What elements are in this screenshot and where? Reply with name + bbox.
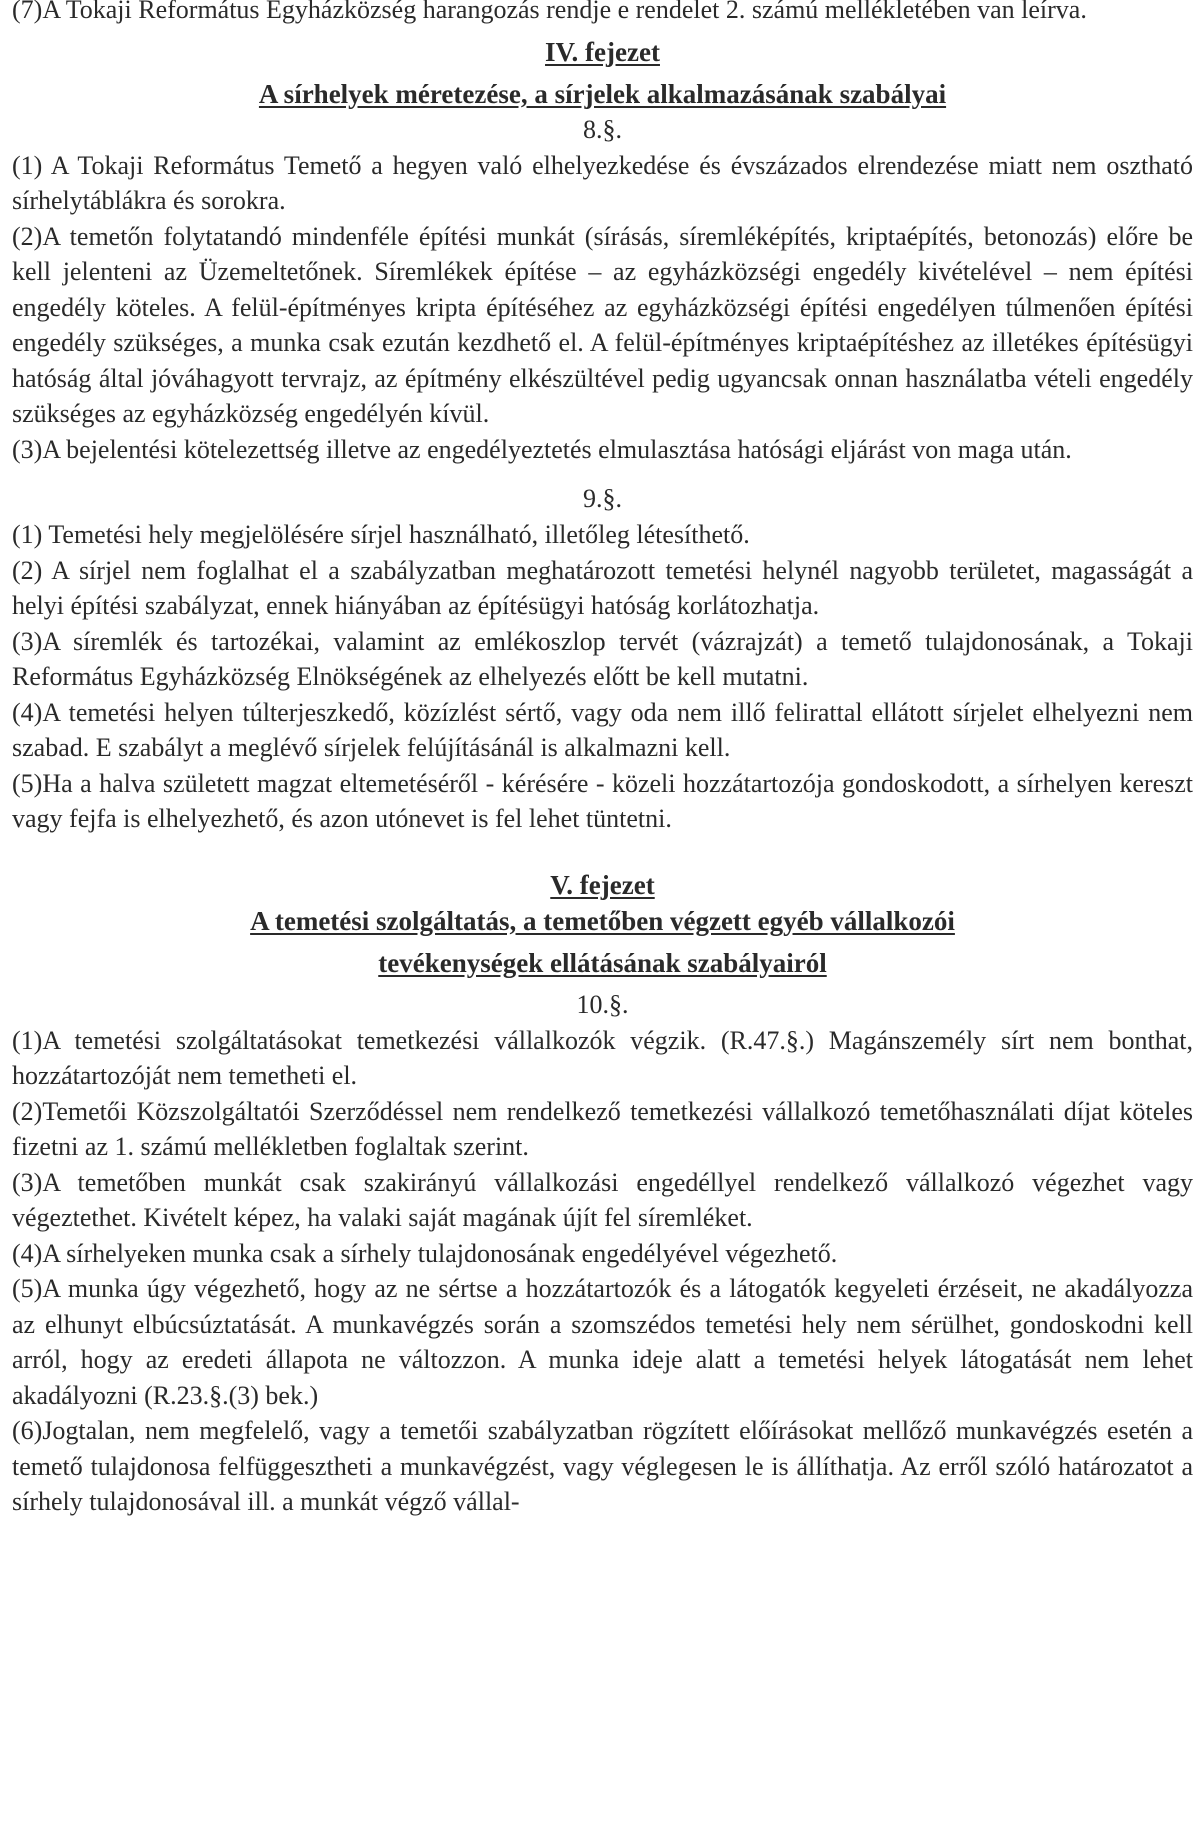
section-9-number: 9.§. xyxy=(583,484,622,513)
section-10-paragraph-3: (3)A temetőben munkát csak szakirányú vállalkozási engedéllyel rendelkező vállalkozó végezhet vagy végeztethet. Kivételt képez, ha valaki saját magának újít fel síremléket. xyxy=(12,1167,1193,1232)
section-10-paragraph-4: (4)A sírhelyeken munka csak a sírhely tulajdonosának engedélyével végezhető. xyxy=(12,1238,838,1268)
chapter-iv-heading: IV. fejezet xyxy=(545,36,660,67)
section-10-paragraph-1: (1)A temetési szolgáltatásokat temetkezési vállalkozók végzik. (R.47.§.) Magánszemély sírt nem bonthat, hozzátartozóját nem temetheti el. xyxy=(12,1025,1193,1090)
section-10-paragraph-5: (5)A munka úgy végezhető, hogy az ne sértse a hozzátartozók és a látogatók kegyeleti érzéseit, ne akadályozza az elhunyt elbúcsúztatását. A munkavégzés során a szomszédos temetési hely nem sérülhet, gondoskodni kell arról, hogy az eredeti állapota ne változzon. A munka ideje alatt a temetési helyek látogatását nem lehet akadályozni (R.23.§.(3) bek.) xyxy=(12,1274,1193,1410)
chapter-v-title-line-2: tevékenységek ellátásának szabályairól xyxy=(378,947,827,978)
section-9-paragraph-5: (5)Ha a halva született magzat eltemetéséről - kérésére - közeli hozzátartozója gondoskodott, a sírhelyen kereszt vagy fejfa is elhelyezhető, és azon utónevet is fel lehet tüntetni. xyxy=(12,768,1193,833)
paragraph-7-bell-ringing: (7)A Tokaji Református Egyházközség harangozás rendje e rendelet 2. számú mellékletében van leírva. xyxy=(12,0,1087,24)
section-8-paragraph-3: (3)A bejelentési kötelezettség illetve az engedélyeztetés elmulasztása hatósági eljárást von maga után. xyxy=(12,434,1072,464)
section-8-paragraph-1: (1) A Tokaji Református Temető a hegyen való elhelyezkedése és évszázados elrendezése miatt nem osztható sírhelytáblákra és sorokra. xyxy=(12,150,1193,215)
section-10-number: 10.§. xyxy=(576,989,629,1019)
section-8-paragraph-2: (2)A temetőn folytatandó mindenféle építési munkát (sírásás, síremléképítés, kriptaépítés, betonozás) előre be kell jelenteni az Üzemeltetőnek. Síremlékek építése – az egyházközségi engedély kivételével – nem építési engedély köteles. A felül-építményes kripta építéséhez az egyházközségi építési engedélyen túlmenően építési engedély szükséges, a munka csak ezután kezdhető el. A felül-építményes kriptaépítéshez az illetékes építésügyi hatóság által jóváhagyott tervrajz, az építmény elkészültével pedig ugyancsak onnan használatba vételi engedély szükséges az egyházközség engedélyén kívül. xyxy=(12,221,1193,428)
section-9-paragraph-3: (3)A síremlék és tartozékai, valamint az emlékoszlop tervét (vázrajzát) a temető tulajdonosának, a Tokaji Református Egyházközség Elnökségének az elhelyezés előtt be kell mutatni. xyxy=(12,626,1193,691)
section-10-paragraph-2: (2)Temetői Közszolgáltatói Szerződéssel nem rendelkező temetkezési vállalkozó temetőhasználati díjat köteles fizetni az 1. számú mellékletben foglaltak szerint. xyxy=(12,1096,1193,1161)
chapter-v-title-line-1: A temetési szolgáltatás, a temetőben végzett egyéb vállalkozói xyxy=(250,905,955,936)
section-9-paragraph-1: (1) Temetési hely megjelölésére sírjel használható, illetőleg létesíthető. xyxy=(12,520,750,549)
section-8-number: 8.§. xyxy=(583,114,622,144)
section-10-paragraph-6: (6)Jogtalan, nem megfelelő, vagy a temetői szabályzatban rögzített előírásokat mellőző munkavégzés esetén a temető tulajdonosa felfüggesztheti a munkavégzést, vagy véglegesen le is állíthatja. Az erről szóló határozatot a sírhely tulajdonosával ill. a munkát végző vállal- xyxy=(12,1416,1193,1516)
chapter-v-heading: V. fejezet xyxy=(550,869,655,900)
section-9-paragraph-4: (4)A temetési helyen túlterjeszkedő, közízlést sértő, vagy oda nem illő felirattal ellátott sírjelet elhelyezni nem szabad. E szabályt a meglévő sírjelek felújításánál is alkalmazni kell. xyxy=(12,697,1193,762)
section-9-paragraph-2: (2) A sírjel nem foglalhat el a szabályzatban meghatározott temetési helynél nagyobb területet, magasságát a helyi építési szabályzat, ennek hiányában az építésügyi hatóság korlátozhatja. xyxy=(12,555,1193,620)
chapter-iv-title: A sírhelyek méretezése, a sírjelek alkalmazásának szabályai xyxy=(258,78,947,109)
